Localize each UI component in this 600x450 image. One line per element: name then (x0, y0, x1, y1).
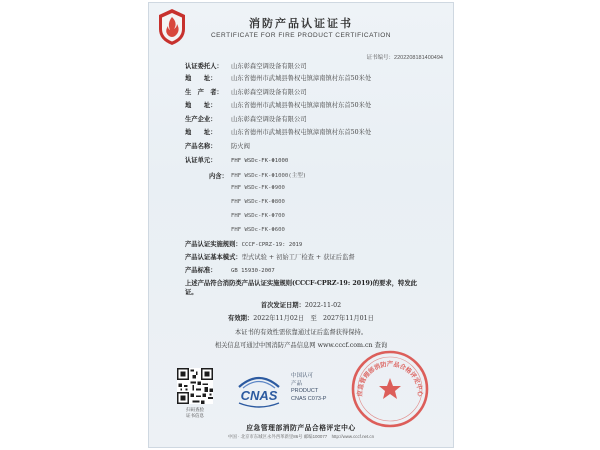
first-issue-value: 2022-11-02 (304, 302, 342, 309)
cnas-product-cn: 产品 (291, 380, 303, 387)
cert-mode-value: 型式试验 + 初始工厂检查 + 获证后监督 (241, 254, 355, 261)
cnas-logo-text: CNAS (240, 388, 278, 403)
factory-row (185, 116, 307, 124)
product-name-value: 防火阀 (231, 143, 250, 150)
model-item: FHF WSDc-FK-Φ900 (231, 185, 285, 191)
validity-period (149, 313, 453, 322)
cert-mode-label: 产品认证基本模式： (185, 254, 242, 261)
client-address-value: 山东省德州市武城县鲁权屯镇漳南镇村东首50米处 (231, 75, 372, 82)
certificate-title: 消防产品认证证书 (249, 17, 353, 30)
standard-row (185, 267, 275, 275)
first-issue-date (149, 300, 453, 309)
producer-address-row (185, 102, 371, 110)
cert-unit-value: FHF WSDc-FK-Φ1000 (231, 158, 289, 164)
certificate-subtitle: CERTIFICATE FOR FIRE PRODUCT CERTIFICATION (210, 32, 391, 39)
client-label: 认证委托人： (185, 63, 223, 70)
producer-label: 生 产 者： (185, 89, 223, 96)
validity-value: 2022年11月02日 至 2027年11月01日 (253, 315, 374, 322)
footer-address: 中国 · 北京市东城区永外西革新里86号 邮编100077 http://www.cccf.net.cn (227, 434, 375, 439)
standard-value: GB 15930-2007 (231, 268, 275, 274)
cert-rule-value: CCCF-CPRZ-19: 2019 (241, 242, 303, 248)
cert-rule-label: 产品认证实施规则： (185, 241, 242, 248)
compliance-statement: 上述产品符合消防类产品认证实施规则(CCCF-CPRZ-19: 2019)的要求，特发此证。 (185, 280, 417, 296)
cert-rule-row (185, 241, 302, 249)
factory-label: 生产企业： (185, 116, 217, 123)
certificate-number: 证书编号：2202208181400494 (366, 55, 443, 61)
first-issue-label: 首次发证日期： (260, 302, 305, 309)
model-item: FHF WSDc-FK-Φ700 (231, 213, 285, 219)
factory-address-value: 山东省德州市武城县鲁权屯镇漳南镇村东首50米处 (231, 129, 372, 136)
qr-code-icon (177, 368, 213, 404)
producer-address-label: 地 址： (185, 102, 217, 109)
cnas-logo-icon (233, 371, 285, 409)
seal-text: 应急管理部消防产品合格评定中心 (356, 361, 424, 397)
query-note: 相关信息可通过中国消防产品信息网 www.cccf.com.cn 查询 (214, 342, 388, 349)
producer-address-value: 山东省德州市武城县鲁权屯镇漳南镇村东首50米处 (231, 102, 372, 109)
qr-caption-text: 扫码查验 证书信息 (186, 407, 204, 418)
cert-unit-label: 认证单元： (185, 157, 217, 164)
validity-note: 本证书的有效性需依靠通过证后监督获得保持。 (234, 329, 368, 336)
client-value: 山东彰森空调设备有限公司 (231, 63, 307, 70)
model-item: FHF WSDc-FK-Φ600 (231, 227, 285, 233)
issuing-authority: 应急管理部消防产品合格评定中心 (246, 424, 356, 432)
cnas-product-en: PRODUCT (291, 388, 319, 394)
cnas-cn-text: 中国认可 (291, 373, 314, 379)
certificate (148, 2, 454, 448)
factory-address-label: 地 址： (185, 129, 217, 136)
cnas-code: CNAS C073-P (291, 395, 327, 402)
standard-label: 产品标准： (185, 267, 217, 274)
validity-label: 有效期： (228, 315, 254, 322)
producer-value: 山东彰森空调设备有限公司 (231, 89, 307, 96)
model-item: FHF WSDc-FK-Φ800 (231, 199, 285, 205)
official-seal-stamp (349, 348, 431, 430)
cert-unit-row (185, 157, 288, 165)
model-item: FHF WSDc-FK-Φ1000(主型) (231, 173, 307, 179)
client-row (185, 63, 307, 71)
product-name-row (185, 143, 250, 151)
factory-value: 山东彰森空调设备有限公司 (231, 116, 307, 123)
client-address-row (185, 75, 371, 83)
product-name-label: 产品名称： (185, 143, 217, 150)
client-address-label: 地 址： (185, 75, 217, 82)
cert-mode-row (185, 254, 355, 262)
factory-address-row (185, 129, 371, 137)
cnas-accreditation-text (291, 373, 326, 403)
qr-caption (169, 407, 221, 419)
includes-label: 内含： (209, 173, 228, 180)
producer-row (185, 89, 307, 97)
